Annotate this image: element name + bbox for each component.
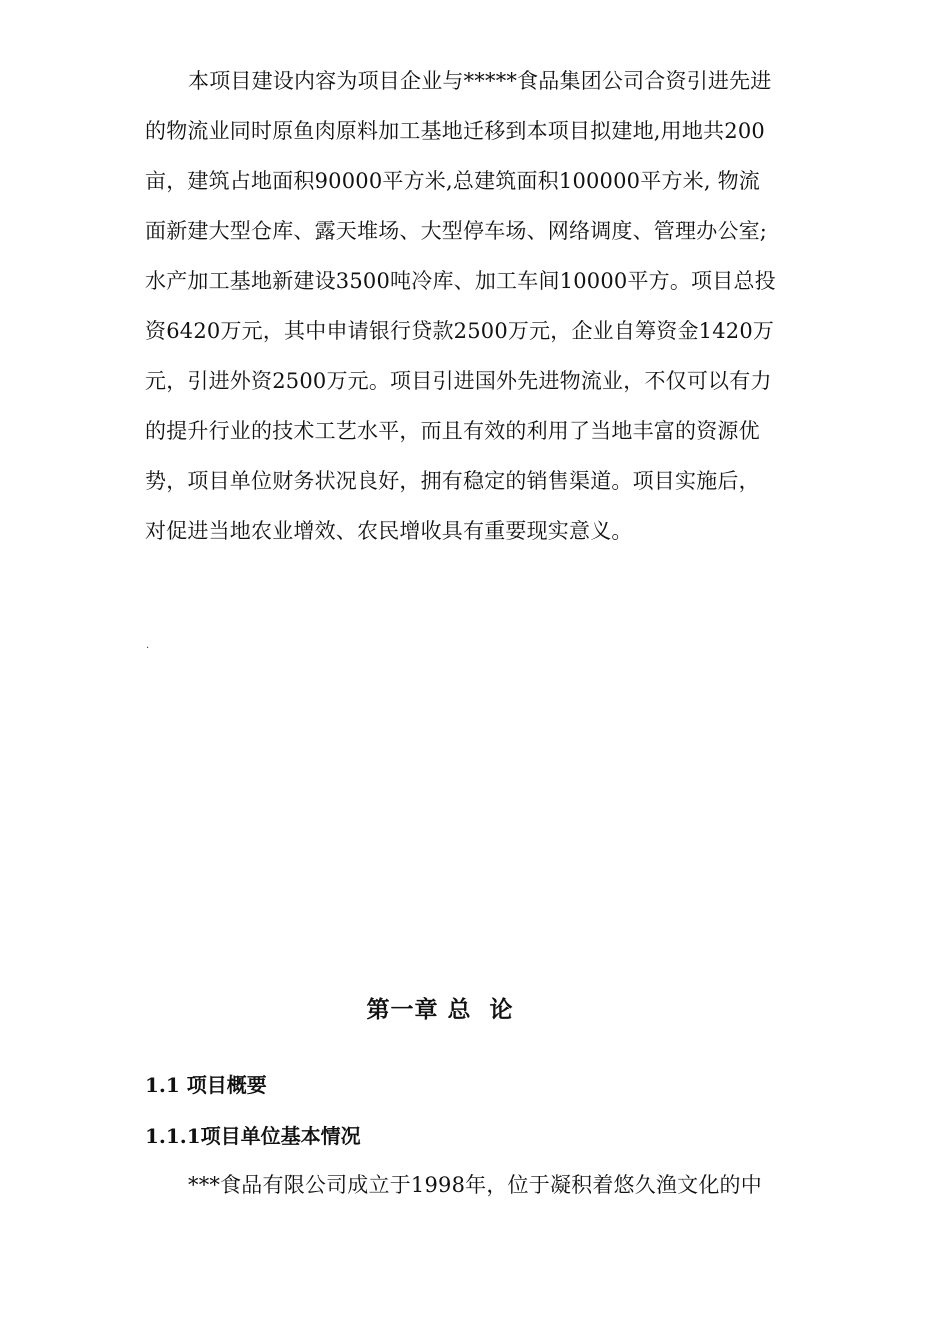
paragraph1-line-8: 的提升行业的技术工艺水平，而且有效的利用了当地丰富的资源优 <box>145 419 760 443</box>
paragraph1-line-7: 元，引进外资2500万元。项目引进国外先进物流业，不仅可以有力 <box>145 369 772 393</box>
paragraph1-line-9: 势，项目单位财务状况良好，拥有稳定的销售渠道。项目实施后， <box>145 469 760 493</box>
paragraph1-line-3: 亩，建筑占地面积90000平方米,总建筑面积100000平方米, 物流 <box>145 169 760 193</box>
paragraph1-line-10: 对促进当地农业增效、农民增收具有重要现实意义。 <box>145 519 633 543</box>
paragraph1-line-5: 水产加工基地新建设3500吨冷库、加工车间10000平方。项目总投 <box>145 269 776 293</box>
paragraph1-line-6: 资6420万元，其中申请银行贷款2500万元，企业自筹资金1420万 <box>145 319 775 343</box>
paragraph2-line-1: ***食品有限公司成立于1998年，位于凝积着悠久渔文化的中 <box>188 1173 762 1197</box>
section-heading-1-1: 1.1 项目概要 <box>145 1073 267 1097</box>
section-heading-1-1-1: 1.1.1项目单位基本情况 <box>145 1124 361 1148</box>
chapter-title: 第一章 总 论 <box>366 996 514 1023</box>
stray-dot-mark: . <box>146 640 150 651</box>
paragraph1-line-4: 面新建大型仓库、露天堆场、大型停车场、网络调度、管理办公室; <box>145 219 768 243</box>
paragraph1-line-2: 的物流业同时原鱼肉原料加工基地迁移到本项目拟建地,用地共200 <box>145 119 765 143</box>
paragraph1-line-1: 本项目建设内容为项目企业与*****食品集团公司合资引进先进 <box>188 69 772 93</box>
